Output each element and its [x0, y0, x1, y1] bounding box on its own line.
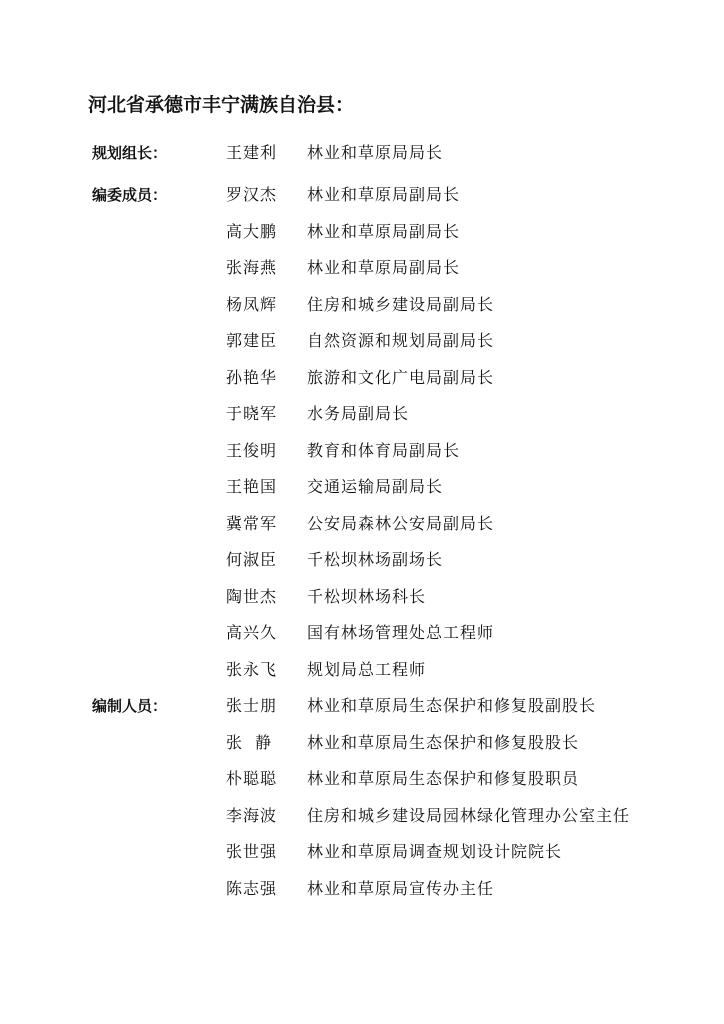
member-name: 朴聪聪: [226, 769, 278, 788]
section-label: 编委成员：: [92, 186, 168, 204]
member-row: [0, 842, 724, 866]
document-title: 河北省承德市丰宁满族自治县：: [88, 94, 355, 116]
member-name: 杨凤辉: [226, 294, 278, 314]
member-row: [0, 660, 724, 684]
member-row: [0, 550, 724, 574]
member-position: 林业和草原局宣传办主任: [307, 878, 495, 898]
member-name: 冀常军: [226, 513, 278, 533]
member-position: 住房和城乡建设局副局长: [307, 294, 495, 314]
member-name: 陈志强: [226, 878, 278, 898]
member-position: 千松坝林场副场长: [307, 550, 444, 569]
member-position: 旅游和文化广电局副局长: [307, 367, 495, 387]
member-position: 规划局总工程师: [307, 659, 427, 679]
member-row: [0, 477, 724, 501]
member-position: 水务局副局长: [307, 404, 410, 423]
member-row: [0, 514, 724, 538]
member-row: [0, 143, 724, 167]
member-name: 张海燕: [226, 258, 278, 277]
member-row: [0, 441, 724, 465]
member-name: 王俊明: [226, 440, 278, 460]
member-position: 千松坝林场科长: [307, 586, 427, 606]
member-name: 张士朋: [226, 696, 278, 715]
member-name: 于晓军: [226, 404, 278, 423]
member-name: 张 静: [226, 732, 273, 752]
member-position: 林业和草原局局长: [307, 143, 444, 162]
member-position: 教育和体育局副局长: [307, 440, 461, 460]
member-name: 陶世杰: [226, 586, 278, 606]
member-position: 林业和草原局生态保护和修复股股长: [307, 732, 580, 752]
member-row: [0, 587, 724, 611]
member-position: 林业和草原局生态保护和修复股职员: [307, 769, 580, 788]
section-label: 规划组长：: [92, 144, 168, 162]
member-row: [0, 769, 724, 793]
member-row: [0, 368, 724, 392]
member-row: [0, 295, 724, 319]
member-name: 李海波: [226, 805, 278, 825]
member-row: [0, 696, 724, 720]
member-row: [0, 806, 724, 830]
member-position: 公安局森林公安局副局长: [307, 513, 495, 533]
member-position: 林业和草原局副局长: [307, 258, 461, 277]
member-row: [0, 623, 724, 647]
member-row: [0, 222, 724, 246]
member-position: 林业和草原局调查规划设计院院长: [307, 842, 563, 861]
member-position: 交通运输局副局长: [307, 477, 444, 496]
member-position: 林业和草原局生态保护和修复股副股长: [307, 696, 597, 715]
member-row: [0, 733, 724, 757]
member-position: 住房和城乡建设局园林绿化管理办公室主任: [307, 805, 631, 825]
member-name: 张永飞: [226, 659, 278, 679]
member-name: 郭建臣: [226, 331, 278, 350]
member-name: 孙艳华: [226, 367, 278, 387]
member-row: [0, 258, 724, 282]
member-row: [0, 879, 724, 903]
member-position: 林业和草原局副局长: [307, 185, 461, 204]
section-label: 编制人员：: [92, 697, 168, 715]
member-position: 林业和草原局副局长: [307, 221, 461, 241]
member-name: 罗汉杰: [226, 185, 278, 204]
member-row: [0, 185, 724, 209]
member-name: 何淑臣: [226, 550, 278, 569]
member-name: 张世强: [226, 842, 278, 861]
member-name: 高兴久: [226, 623, 278, 642]
member-row: [0, 404, 724, 428]
member-row: [0, 331, 724, 355]
member-name: 王建利: [226, 143, 278, 162]
member-name: 高大鹏: [226, 221, 278, 241]
member-position: 国有林场管理处总工程师: [307, 623, 495, 642]
member-position: 自然资源和规划局副局长: [307, 331, 495, 350]
member-name: 王艳国: [226, 477, 278, 496]
